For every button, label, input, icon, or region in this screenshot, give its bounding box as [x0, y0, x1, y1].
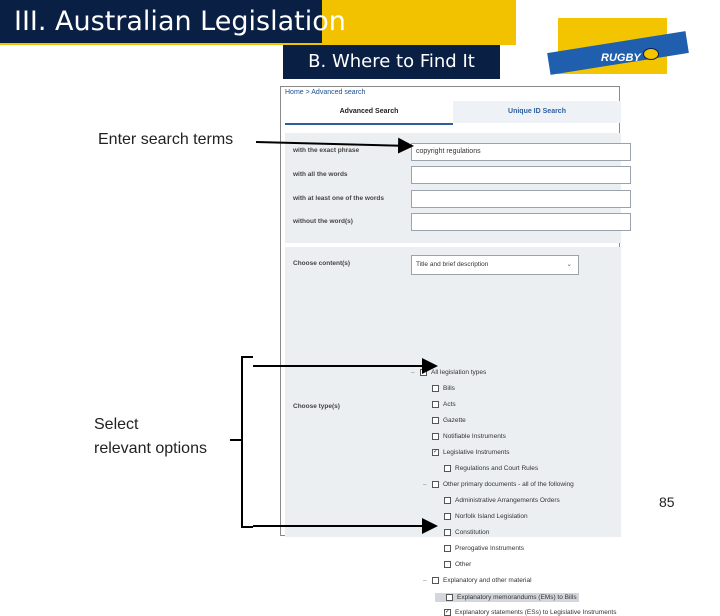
- type-option[interactable]: [435, 529, 489, 536]
- type-option[interactable]: [435, 497, 560, 504]
- exact-phrase-input[interactable]: copyright regulations: [411, 143, 631, 161]
- type-option-label: Prerogative Instruments: [455, 545, 525, 553]
- page-number: 85: [659, 494, 675, 510]
- type-option[interactable]: [423, 417, 466, 424]
- checkbox[interactable]: [432, 577, 439, 584]
- chevron-down-icon: ⌄: [566, 261, 572, 268]
- type-option-label: Explanatory statements (ESs) to Legislative Instruments: [455, 609, 617, 616]
- type-option[interactable]: [411, 369, 486, 376]
- any-words-label: with at least one of the words: [293, 195, 385, 202]
- type-option[interactable]: [423, 577, 532, 584]
- expand-toggle-icon[interactable]: –: [411, 369, 415, 377]
- type-option[interactable]: [423, 401, 456, 408]
- checkbox[interactable]: [444, 513, 451, 520]
- type-option[interactable]: [435, 465, 538, 472]
- callout-select-options: [94, 413, 207, 461]
- checked-checkbox[interactable]: ✓: [445, 609, 451, 615]
- type-option-label: Explanatory and other material: [443, 577, 532, 585]
- checkbox[interactable]: [432, 481, 439, 488]
- callout-enter-search-terms: Enter search terms: [98, 131, 234, 148]
- title-bar: [0, 0, 516, 45]
- type-option[interactable]: [435, 513, 528, 520]
- type-option-label: Constitution: [455, 529, 490, 537]
- type-option[interactable]: [423, 433, 506, 440]
- search-terms-panel: [285, 133, 621, 243]
- all-words-input[interactable]: [411, 166, 631, 184]
- bracket-select-options: [242, 357, 253, 527]
- type-option-label: Administrative Arrangements Orders: [455, 497, 560, 505]
- type-option-label: All legislation types: [431, 369, 487, 377]
- logo-word: RUGBY: [601, 52, 641, 64]
- type-option-label: Gazette: [443, 417, 466, 425]
- callout-select-line2: relevant options: [94, 440, 207, 457]
- expand-toggle-icon[interactable]: –: [423, 577, 427, 585]
- type-option-label: Acts: [443, 401, 456, 409]
- slide-subtitle: B. Where to Find It: [283, 45, 500, 79]
- options-panel: [285, 247, 621, 616]
- type-option[interactable]: [423, 481, 574, 488]
- type-option[interactable]: [435, 545, 524, 552]
- checkbox[interactable]: [444, 497, 451, 504]
- checkbox[interactable]: [432, 385, 439, 392]
- type-option[interactable]: [435, 561, 471, 568]
- checkbox[interactable]: [444, 561, 451, 568]
- exact-phrase-label: with the exact phrase: [293, 147, 360, 154]
- tab-advanced-search[interactable]: Advanced Search: [285, 101, 453, 125]
- any-words-input[interactable]: [411, 190, 631, 208]
- content-label: Choose content(s): [293, 260, 351, 267]
- tab-unique-id-search[interactable]: Unique ID Search: [453, 101, 621, 123]
- slide-title: III. Australian Legislation: [0, 0, 322, 43]
- checkbox[interactable]: [420, 369, 427, 376]
- rugby-ball-icon: [643, 48, 659, 60]
- checkbox[interactable]: [444, 529, 451, 536]
- checkbox[interactable]: [432, 433, 439, 440]
- search-screenshot: [280, 86, 620, 616]
- without-words-input[interactable]: [411, 213, 631, 231]
- type-option-label: Regulations and Court Rules: [455, 465, 539, 473]
- type-option[interactable]: [423, 449, 509, 456]
- type-option-label: Legislative Instruments: [443, 449, 510, 457]
- type-option[interactable]: [435, 593, 579, 602]
- type-option-label: Notifiable Instruments: [443, 433, 506, 441]
- search-tabs: [285, 101, 621, 123]
- checked-checkbox[interactable]: ✓: [433, 449, 439, 455]
- breadcrumb[interactable]: Home > Advanced search: [285, 89, 366, 96]
- all-words-label: with all the words: [293, 171, 348, 178]
- checkbox[interactable]: [432, 417, 439, 424]
- type-option-label: Other: [455, 561, 472, 569]
- callout-select-line1: Select: [94, 416, 139, 433]
- type-option-label: Explanatory memorandums (EMs) to Bills: [457, 594, 577, 602]
- content-select[interactable]: [411, 255, 579, 275]
- type-option-label: Other primary documents - all of the following: [443, 481, 574, 489]
- types-label: Choose type(s): [293, 403, 340, 410]
- type-option[interactable]: [423, 385, 455, 392]
- checkbox[interactable]: [444, 465, 451, 472]
- without-words-label: without the word(s): [293, 218, 353, 225]
- checkbox[interactable]: [446, 594, 453, 601]
- type-option[interactable]: [435, 609, 617, 616]
- checkbox[interactable]: [444, 545, 451, 552]
- type-option-label: Bills: [443, 385, 455, 393]
- content-select-value: Title and brief description: [416, 261, 489, 268]
- checkbox[interactable]: [432, 401, 439, 408]
- type-option-label: Norfolk Island Legislation: [455, 513, 528, 521]
- expand-toggle-icon[interactable]: –: [423, 481, 427, 489]
- rugby-logo: [558, 18, 667, 74]
